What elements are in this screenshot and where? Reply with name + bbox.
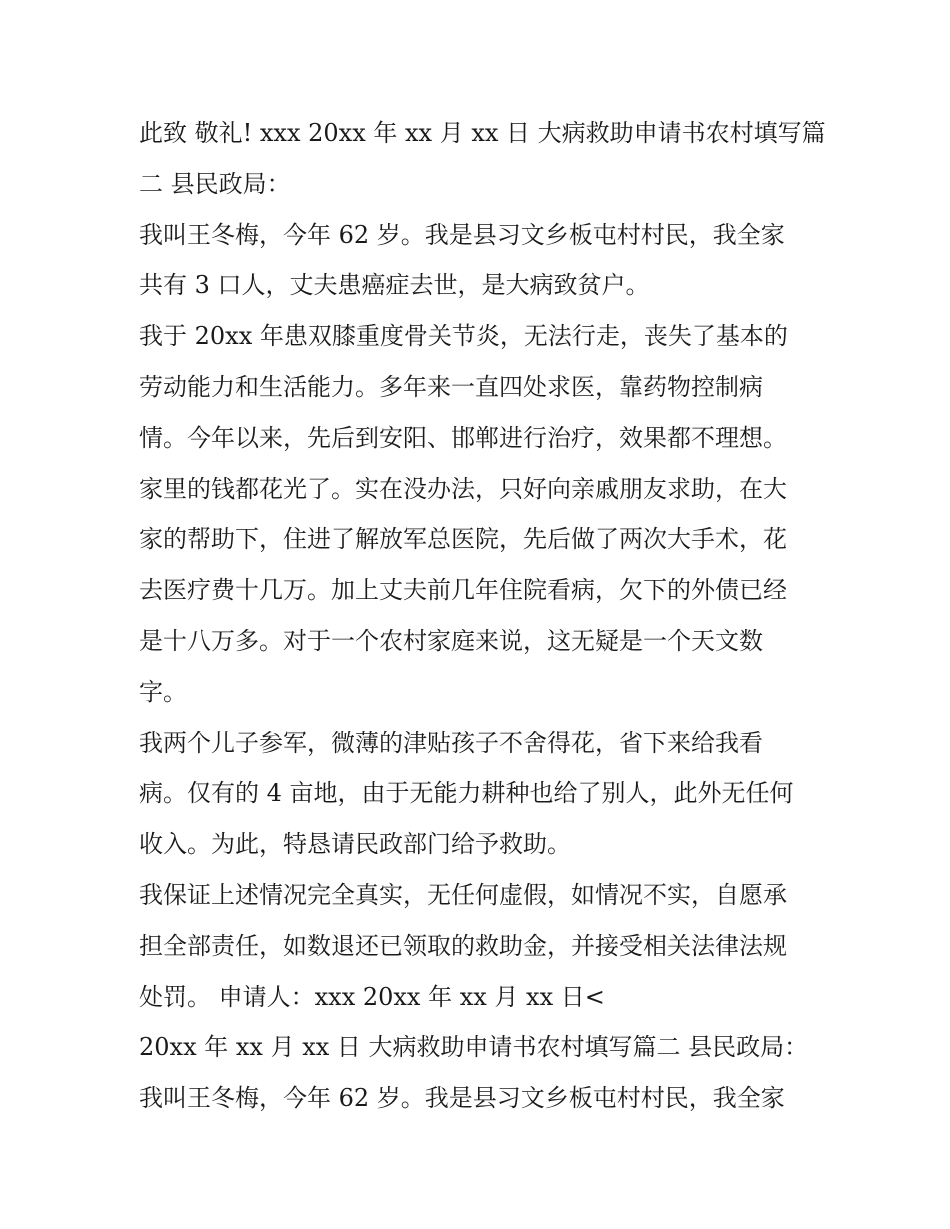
- text-line: 20xx 年 xx 月 xx 日 大病救助申请书农村填写篇二 县民政局：: [139, 1033, 809, 1062]
- text-line: 我保证上述情况完全真实，无任何虚假，如情况不实，自愿承: [139, 880, 787, 909]
- text-line: 收入。为此，特恳请民政部门给予救助。: [139, 830, 571, 859]
- text-line: 家里的钱都花光了。实在没办法，只好向亲戚朋友求助，在大: [139, 474, 787, 503]
- text-line: 共有 3 口人，丈夫患癌症去世，是大病致贫户。: [139, 271, 650, 300]
- text-line: 是十八万多。对于一个农村家庭来说，这无疑是一个天文数: [139, 626, 763, 655]
- text-line: 处罚。 申请人：xxx 20xx 年 xx 月 xx 日<: [139, 982, 605, 1011]
- text-line: 我两个儿子参军，微薄的津贴孩子不舍得花，省下来给我看: [139, 728, 763, 757]
- text-line: 我叫王冬梅，今年 62 岁。我是县习文乡板屯村村民，我全家: [139, 220, 785, 249]
- text-line: 我叫王冬梅，今年 62 岁。我是县习文乡板屯村村民，我全家: [139, 1084, 785, 1113]
- text-line: 担全部责任，如数退还已领取的救助金，并接受相关法律法规: [139, 931, 787, 960]
- text-line: 家的帮助下，住进了解放军总医院，先后做了两次大手术，花: [139, 525, 787, 554]
- text-line: 我于 20xx 年患双膝重度骨关节炎，无法行走，丧失了基本的: [139, 322, 788, 351]
- text-line: 劳动能力和生活能力。多年来一直四处求医，靠药物控制病: [139, 372, 763, 401]
- document-body: [139, 108, 829, 1124]
- text-line: 字。: [139, 677, 187, 706]
- text-line: 情。今年以来，先后到安阳、邯郸进行治疗，效果都不理想。: [139, 423, 787, 452]
- text-line: 去医疗费十几万。加上丈夫前几年住院看病，欠下的外债已经: [139, 576, 787, 605]
- text-line: 二 县民政局：: [139, 169, 291, 198]
- text-line: 此致 敬礼! xxx 20xx 年 xx 月 xx 日 大病救助申请书农村填写篇: [139, 119, 826, 147]
- text-line: 病。仅有的 4 亩地，由于无能力耕种也给了别人，此外无任何: [139, 779, 794, 808]
